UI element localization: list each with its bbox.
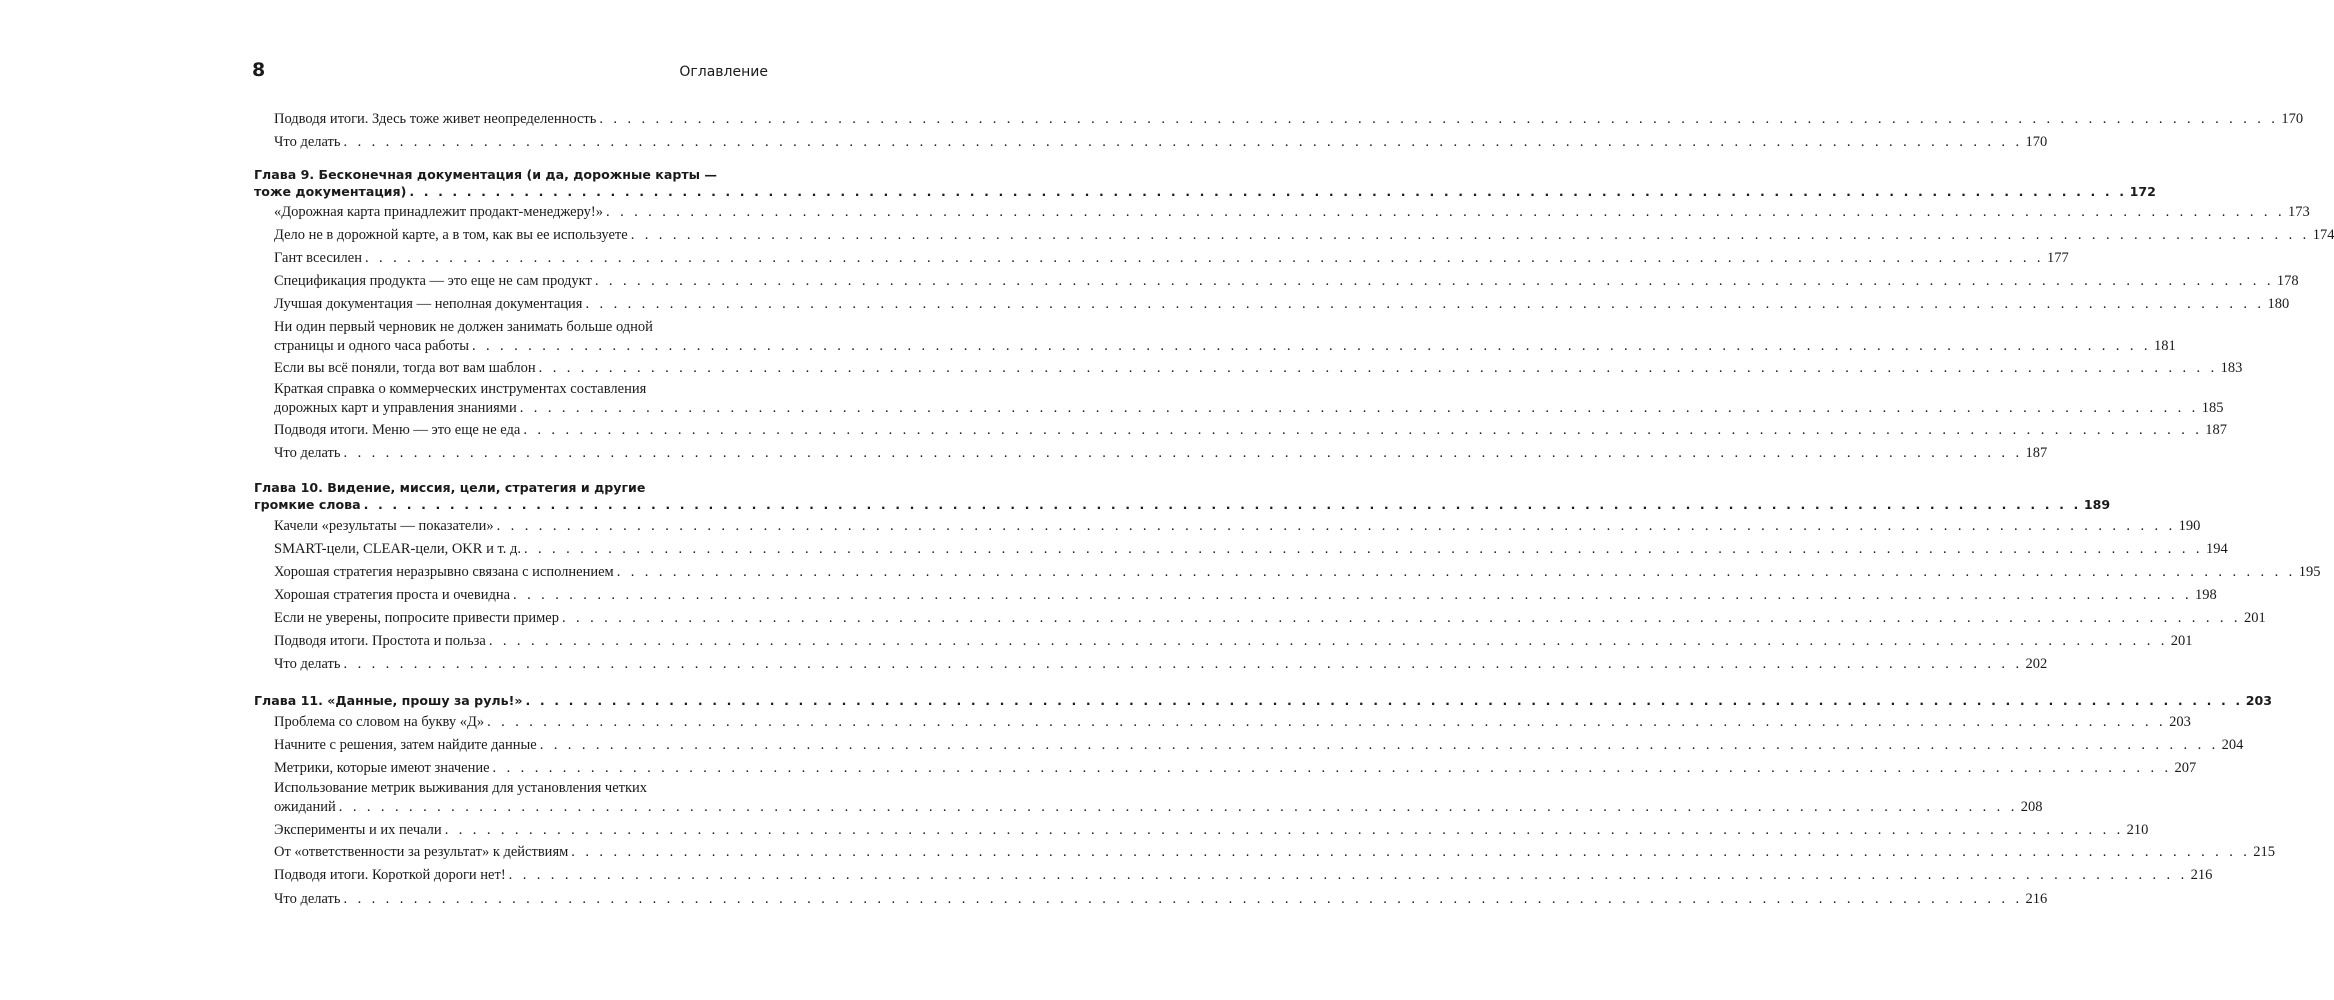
page-ref: 178 [2276, 273, 2299, 289]
section-title-line: От «ответственности за результат» к действиям [274, 844, 569, 860]
page-ref: 201 [2243, 610, 2266, 626]
page-ref: 202 [2025, 656, 2048, 672]
dot-leader: . . . . . . . . . . . . . . . . . . . . . . . . . . . . . . . . . . . . . . . . . . . . . . . . . . . . . . . . . . . . . . . . . . . . . . . . . . . . . . . . . . . . . . . . . . . . . . . . . . . . . . . . . . . . . . . . . . . . . . . . [409, 184, 2127, 199]
section-title-line: Использование метрик выживания для установления четких [274, 780, 648, 796]
dot-leader: . . . . . . . . . . . . . . . . . . . . . . . . . . . . . . . . . . . . . . . . . . . . . . . . . . . . . . . . . . . . . . . . . . . . . . . . . . . . . . . . . . . . . . . . . . . . . . . . . . . . . . . . . . . . . . . . . . . . . . . . [343, 445, 2023, 461]
toc-section-entry[interactable] [274, 272, 2299, 291]
toc-section-entry[interactable] [274, 713, 2191, 732]
toc-section-entry[interactable] [274, 609, 2266, 628]
page-ref: 216 [2025, 891, 2048, 907]
page-ref: 189 [2083, 497, 2111, 512]
dot-leader: . . . . . . . . . . . . . . . . . . . . . . . . . . . . . . . . . . . . . . . . . . . . . . . . . . . . . . . . . . . . . . . . . . . . . . . . . . . . . . . . . . . . . . . . . . . . . . . . . . . . . . . . . . . . . . . . . . . . . . . . [444, 822, 2124, 838]
toc-section-entry[interactable] [274, 563, 2321, 582]
section-title-line: Лучшая документация — неполная документация [274, 296, 583, 312]
dot-leader: . . . . . . . . . . . . . . . . . . . . . . . . . . . . . . . . . . . . . . . . . . . . . . . . . . . . . . . . . . . . . . . . . . . . . . . . . . . . . . . . . . . . . . . . . . . . . . . . . . . . . . . . . . . . . . . . . . . . . . . . [363, 497, 2081, 512]
page-ref: 174 [2312, 227, 2334, 243]
chapter-title-line: Глава 9. Бесконечная документация (и да, дорожные карты — [254, 167, 718, 182]
section-title-line: Что делать [274, 891, 341, 907]
section-title-line: Гант всесилен [274, 250, 362, 266]
section-title-line: дорожных карт и управления знаниями [274, 400, 517, 416]
dot-leader: . . . . . . . . . . . . . . . . . . . . . . . . . . . . . . . . . . . . . . . . . . . . . . . . . . . . . . . . . . . . . . . . . . . . . . . . . . . . . . . . . . . . . . . . . . . . . . . . . . . . . . . . . . . . . . . . . . . . . . . . [488, 633, 2168, 649]
page-ref: 208 [2020, 799, 2043, 815]
toc-section-entry[interactable] [274, 444, 2048, 463]
section-title-line: Подводя итоги. Короткой дороги нет! [274, 867, 506, 883]
page-ref: 173 [2288, 204, 2310, 220]
page-ref: 210 [2126, 822, 2149, 838]
section-title-line: Подводя итоги. Здесь тоже живет неопределенность [274, 111, 597, 127]
chapter-title-line: Глава 11. «Данные, прошу за руль!» [254, 693, 523, 708]
section-title-line: ожиданий [274, 799, 336, 815]
dot-leader: . . . . . . . . . . . . . . . . . . . . . . . . . . . . . . . . . . . . . . . . . . . . . . . . . . . . . . . . . . . . . . . . . . . . . . . . . . . . . . . . . . . . . . . . . . . . . . . . . . . . . . . . . . . . . . . . . . . . . . . . [616, 564, 2296, 580]
section-title-line: Если не уверены, попросите привести пример [274, 610, 559, 626]
section-title-line: «Дорожная карта принадлежит продакт-менеджеру!» [274, 204, 604, 220]
dot-leader: . . . . . . . . . . . . . . . . . . . . . . . . . . . . . . . . . . . . . . . . . . . . . . . . . . . . . . . . . . . . . . . . . . . . . . . . . . . . . . . . . . . . . . . . . . . . . . . . . . . . . . . . . . . . . . . . . . . . . . . . [630, 227, 2310, 243]
page-ref: 195 [2298, 564, 2321, 580]
toc-section-entry[interactable] [274, 736, 2244, 755]
section-title-line: SMART-цели, CLEAR-цели, OKR и т. д. [274, 541, 521, 557]
toc-section-entry[interactable] [274, 249, 2069, 268]
dot-leader: . . . . . . . . . . . . . . . . . . . . . . . . . . . . . . . . . . . . . . . . . . . . . . . . . . . . . . . . . . . . . . . . . . . . . . . . . . . . . . . . . . . . . . . . . . . . . . . . . . . . . . . . . . . . . . . . . . . . . . . . [492, 760, 2172, 776]
toc-section-entry[interactable] [274, 421, 2228, 440]
toc-section-entry[interactable] [274, 779, 2043, 817]
page-ref: 203 [2169, 714, 2191, 730]
section-title-line: Что делать [274, 134, 341, 150]
section-title-line: Хорошая стратегия неразрывно связана с исполнением [274, 564, 614, 580]
page-ref: 170 [2281, 111, 2304, 127]
page-ref: 207 [2174, 760, 2197, 776]
page-ref: 185 [2201, 400, 2224, 416]
section-title-line: Хорошая стратегия проста и очевидна [274, 587, 511, 603]
dot-leader: . . . . . . . . . . . . . . . . . . . . . . . . . . . . . . . . . . . . . . . . . . . . . . . . . . . . . . . . . . . . . . . . . . . . . . . . . . . . . . . . . . . . . . . . . . . . . . . . . . . . . . . . . . . . . . . . . . . . . . . . [513, 587, 2193, 603]
toc-section-entry[interactable] [274, 380, 2224, 418]
section-title-line: Эксперименты и их печали [274, 822, 442, 838]
section-title-line: Дело не в дорожной карте, а в том, как вы ее используете [274, 227, 628, 243]
dot-leader: . . . . . . . . . . . . . . . . . . . . . . . . . . . . . . . . . . . . . . . . . . . . . . . . . . . . . . . . . . . . . . . . . . . . . . . . . . . . . . . . . . . . . . . . . . . . . . . . . . . . . . . . . . . . . . . . . . . . . . . . [364, 250, 2044, 266]
page-ref: 204 [2221, 737, 2244, 753]
dot-leader: . . . . . . . . . . . . . . . . . . . . . . . . . . . . . . . . . . . . . . . . . . . . . . . . . . . . . . . . . . . . . . . . . . . . . . . . . . . . . . . . . . . . . . . . . . . . . . . . . . . . . . . . . . . . . . . . . . . . . . . . [343, 656, 2023, 672]
dot-leader: . . . . . . . . . . . . . . . . . . . . . . . . . . . . . . . . . . . . . . . . . . . . . . . . . . . . . . . . . . . . . . . . . . . . . . . . . . . . . . . . . . . . . . . . . . . . . . . . . . . . . . . . . . . . . . . . . . . . . . . . [538, 360, 2218, 376]
dot-leader: . . . . . . . . . . . . . . . . . . . . . . . . . . . . . . . . . . . . . . . . . . . . . . . . . . . . . . . . . . . . . . . . . . . . . . . . . . . . . . . . . . . . . . . . . . . . . . . . . . . . . . . . . . . . . . . . . . . . . . . . [599, 111, 2279, 127]
dot-leader: . . . . . . . . . . . . . . . . . . . . . . . . . . . . . . . . . . . . . . . . . . . . . . . . . . . . . . . . . . . . . . . . . . . . . . . . . . . . . . . . . . . . . . . . . . . . . . . . . . . . . . . . . . . . . . . . . . . . . . . . [343, 134, 2023, 150]
page-ref: 190 [2178, 518, 2201, 534]
page-ref: 194 [2205, 541, 2228, 557]
page-ref: 183 [2220, 360, 2243, 376]
page-ref: 187 [2025, 445, 2048, 461]
toc-chapter-entry[interactable] [254, 166, 2156, 200]
running-title: Оглавление [679, 64, 768, 80]
toc-section-entry[interactable] [274, 226, 2334, 245]
toc-section-entry[interactable] [274, 517, 2201, 536]
section-title-line: Ни один первый черновик не должен занимать больше одной [274, 319, 653, 335]
toc-section-entry[interactable] [274, 359, 2243, 378]
page-ref: 180 [2267, 296, 2290, 312]
toc-section-entry[interactable] [274, 632, 2193, 651]
toc-section-entry[interactable] [274, 759, 2197, 778]
dot-leader: . . . . . . . . . . . . . . . . . . . . . . . . . . . . . . . . . . . . . . . . . . . . . . . . . . . . . . . . . . . . . . . . . . . . . . . . . . . . . . . . . . . . . . . . . . . . . . . . . . . . . . . . . . . . . . . . . . . . . . . . [561, 610, 2241, 626]
section-title-line: Качели «результаты — показатели» [274, 518, 494, 534]
dot-leader: . . . . . . . . . . . . . . . . . . . . . . . . . . . . . . . . . . . . . . . . . . . . . . . . . . . . . . . . . . . . . . . . . . . . . . . . . . . . . . . . . . . . . . . . . . . . . . . . . . . . . . . . . . . . . . . . . . . . . . . . [343, 891, 2023, 907]
section-title-line: Что делать [274, 445, 341, 461]
toc-section-entry[interactable] [274, 203, 2310, 222]
toc-section-entry[interactable] [274, 540, 2228, 559]
page-number: 8 [252, 59, 266, 81]
dot-leader: . . . . . . . . . . . . . . . . . . . . . . . . . . . . . . . . . . . . . . . . . . . . . . . . . . . . . . . . . . . . . . . . . . . . . . . . . . . . . . . . . . . . . . . . . . . . . . . . . . . . . . . . . . . . . . . . . . . . . . . . [606, 204, 2285, 220]
chapter-title-line: громкие слова [254, 497, 361, 512]
section-title-line: страницы и одного часа работы [274, 338, 469, 354]
page-ref: 198 [2195, 587, 2217, 603]
section-title-line: Спецификация продукта — это еще не сам продукт [274, 273, 592, 289]
toc-chapter-entry[interactable] [254, 692, 2273, 709]
section-title-line: Метрики, которые имеют значение [274, 760, 490, 776]
dot-leader: . . . . . . . . . . . . . . . . . . . . . . . . . . . . . . . . . . . . . . . . . . . . . . . . . . . . . . . . . . . . . . . . . . . . . . . . . . . . . . . . . . . . . . . . . . . . . . . . . . . . . . . . . . . . . . . . . . . . . . . . [508, 867, 2188, 883]
dot-leader: . . . . . . . . . . . . . . . . . . . . . . . . . . . . . . . . . . . . . . . . . . . . . . . . . . . . . . . . . . . . . . . . . . . . . . . . . . . . . . . . . . . . . . . . . . . . . . . . . . . . . . . . . . . . . . . . . . . . . . . . [471, 338, 2151, 354]
dot-leader: . . . . . . . . . . . . . . . . . . . . . . . . . . . . . . . . . . . . . . . . . . . . . . . . . . . . . . . . . . . . . . . . . . . . . . . . . . . . . . . . . . . . . . . . . . . . . . . . . . . . . . . . . . . . . . . . . . . . . . . . [585, 296, 2265, 312]
toc-section-entry[interactable] [274, 866, 2213, 885]
section-title-line: Начните с решения, затем найдите данные [274, 737, 537, 753]
toc-section-entry[interactable] [274, 318, 2176, 356]
toc-section-entry[interactable] [274, 843, 2276, 862]
toc-section-entry[interactable] [274, 295, 2290, 314]
page-ref: 181 [2153, 338, 2176, 354]
chapter-title-line: тоже документация) [254, 184, 407, 199]
dot-leader: . . . . . . . . . . . . . . . . . . . . . . . . . . . . . . . . . . . . . . . . . . . . . . . . . . . . . . . . . . . . . . . . . . . . . . . . . . . . . . . . . . . . . . . . . . . . . . . . . . . . . . . . . . . . . . . . . . . . . . . . [523, 422, 2203, 438]
toc-chapter-entry[interactable] [254, 479, 2111, 513]
toc-section-entry[interactable] [274, 655, 2048, 674]
toc-section-entry[interactable] [274, 110, 2304, 129]
dot-leader: . . . . . . . . . . . . . . . . . . . . . . . . . . . . . . . . . . . . . . . . . . . . . . . . . . . . . . . . . . . . . . . . . . . . . . . . . . . . . . . . . . . . . . . . . . . . . . . . . . . . . . . . . . . . . . . . . . . . . . . . [519, 400, 2199, 416]
dot-leader: . . . . . . . . . . . . . . . . . . . . . . . . . . . . . . . . . . . . . . . . . . . . . . . . . . . . . . . . . . . . . . . . . . . . . . . . . . . . . . . . . . . . . . . . . . . . . . . . . . . . . . . . . . . . . . . . . . . . . . . . [523, 541, 2203, 557]
toc-section-entry[interactable] [274, 821, 2149, 840]
dot-leader: . . . . . . . . . . . . . . . . . . . . . . . . . . . . . . . . . . . . . . . . . . . . . . . . . . . . . . . . . . . . . . . . . . . . . . . . . . . . . . . . . . . . . . . . . . . . . . . . . . . . . . . . . . . . . . . . . . . . . . . . [571, 844, 2251, 860]
page-ref: 170 [2025, 134, 2048, 150]
chapter-title-line: Глава 10. Видение, миссия, цели, стратегия и другие [254, 480, 646, 495]
page-ref: 215 [2253, 844, 2276, 860]
toc-section-entry[interactable] [274, 586, 2217, 605]
page-ref: 177 [2046, 250, 2069, 266]
section-title-line: Подводя итоги. Простота и польза [274, 633, 486, 649]
toc-section-entry[interactable] [274, 133, 2048, 152]
section-title-line: Подводя итоги. Меню — это еще не еда [274, 422, 521, 438]
dot-leader: . . . . . . . . . . . . . . . . . . . . . . . . . . . . . . . . . . . . . . . . . . . . . . . . . . . . . . . . . . . . . . . . . . . . . . . . . . . . . . . . . . . . . . . . . . . . . . . . . . . . . . . . . . . . . . . . . . . . . . . . [539, 737, 2219, 753]
dot-leader: . . . . . . . . . . . . . . . . . . . . . . . . . . . . . . . . . . . . . . . . . . . . . . . . . . . . . . . . . . . . . . . . . . . . . . . . . . . . . . . . . . . . . . . . . . . . . . . . . . . . . . . . . . . . . . . . . . . . . . . . [487, 714, 2167, 730]
section-title-line: Что делать [274, 656, 341, 672]
section-title-line: Краткая справка о коммерческих инструментах составления [274, 381, 647, 397]
page-ref: 187 [2205, 422, 2228, 438]
toc-section-entry[interactable] [274, 890, 2048, 909]
dot-leader: . . . . . . . . . . . . . . . . . . . . . . . . . . . . . . . . . . . . . . . . . . . . . . . . . . . . . . . . . . . . . . . . . . . . . . . . . . . . . . . . . . . . . . . . . . . . . . . . . . . . . . . . . . . . . . . . . . . . . . . . [594, 273, 2274, 289]
page-ref: 203 [2245, 693, 2273, 708]
dot-leader: . . . . . . . . . . . . . . . . . . . . . . . . . . . . . . . . . . . . . . . . . . . . . . . . . . . . . . . . . . . . . . . . . . . . . . . . . . . . . . . . . . . . . . . . . . . . . . . . . . . . . . . . . . . . . . . . . . . . . . . . [525, 693, 2243, 708]
dot-leader: . . . . . . . . . . . . . . . . . . . . . . . . . . . . . . . . . . . . . . . . . . . . . . . . . . . . . . . . . . . . . . . . . . . . . . . . . . . . . . . . . . . . . . . . . . . . . . . . . . . . . . . . . . . . . . . . . . . . . . . . [496, 518, 2176, 534]
page-ref: 172 [2129, 184, 2156, 199]
page-ref: 216 [2190, 867, 2213, 883]
section-title-line: Если вы всё поняли, тогда вот вам шаблон [274, 360, 536, 376]
section-title-line: Проблема со словом на букву «Д» [274, 714, 485, 730]
dot-leader: . . . . . . . . . . . . . . . . . . . . . . . . . . . . . . . . . . . . . . . . . . . . . . . . . . . . . . . . . . . . . . . . . . . . . . . . . . . . . . . . . . . . . . . . . . . . . . . . . . . . . . . . . . . . . . . . . . . . . . . . [338, 799, 2018, 815]
page-ref: 201 [2170, 633, 2193, 649]
